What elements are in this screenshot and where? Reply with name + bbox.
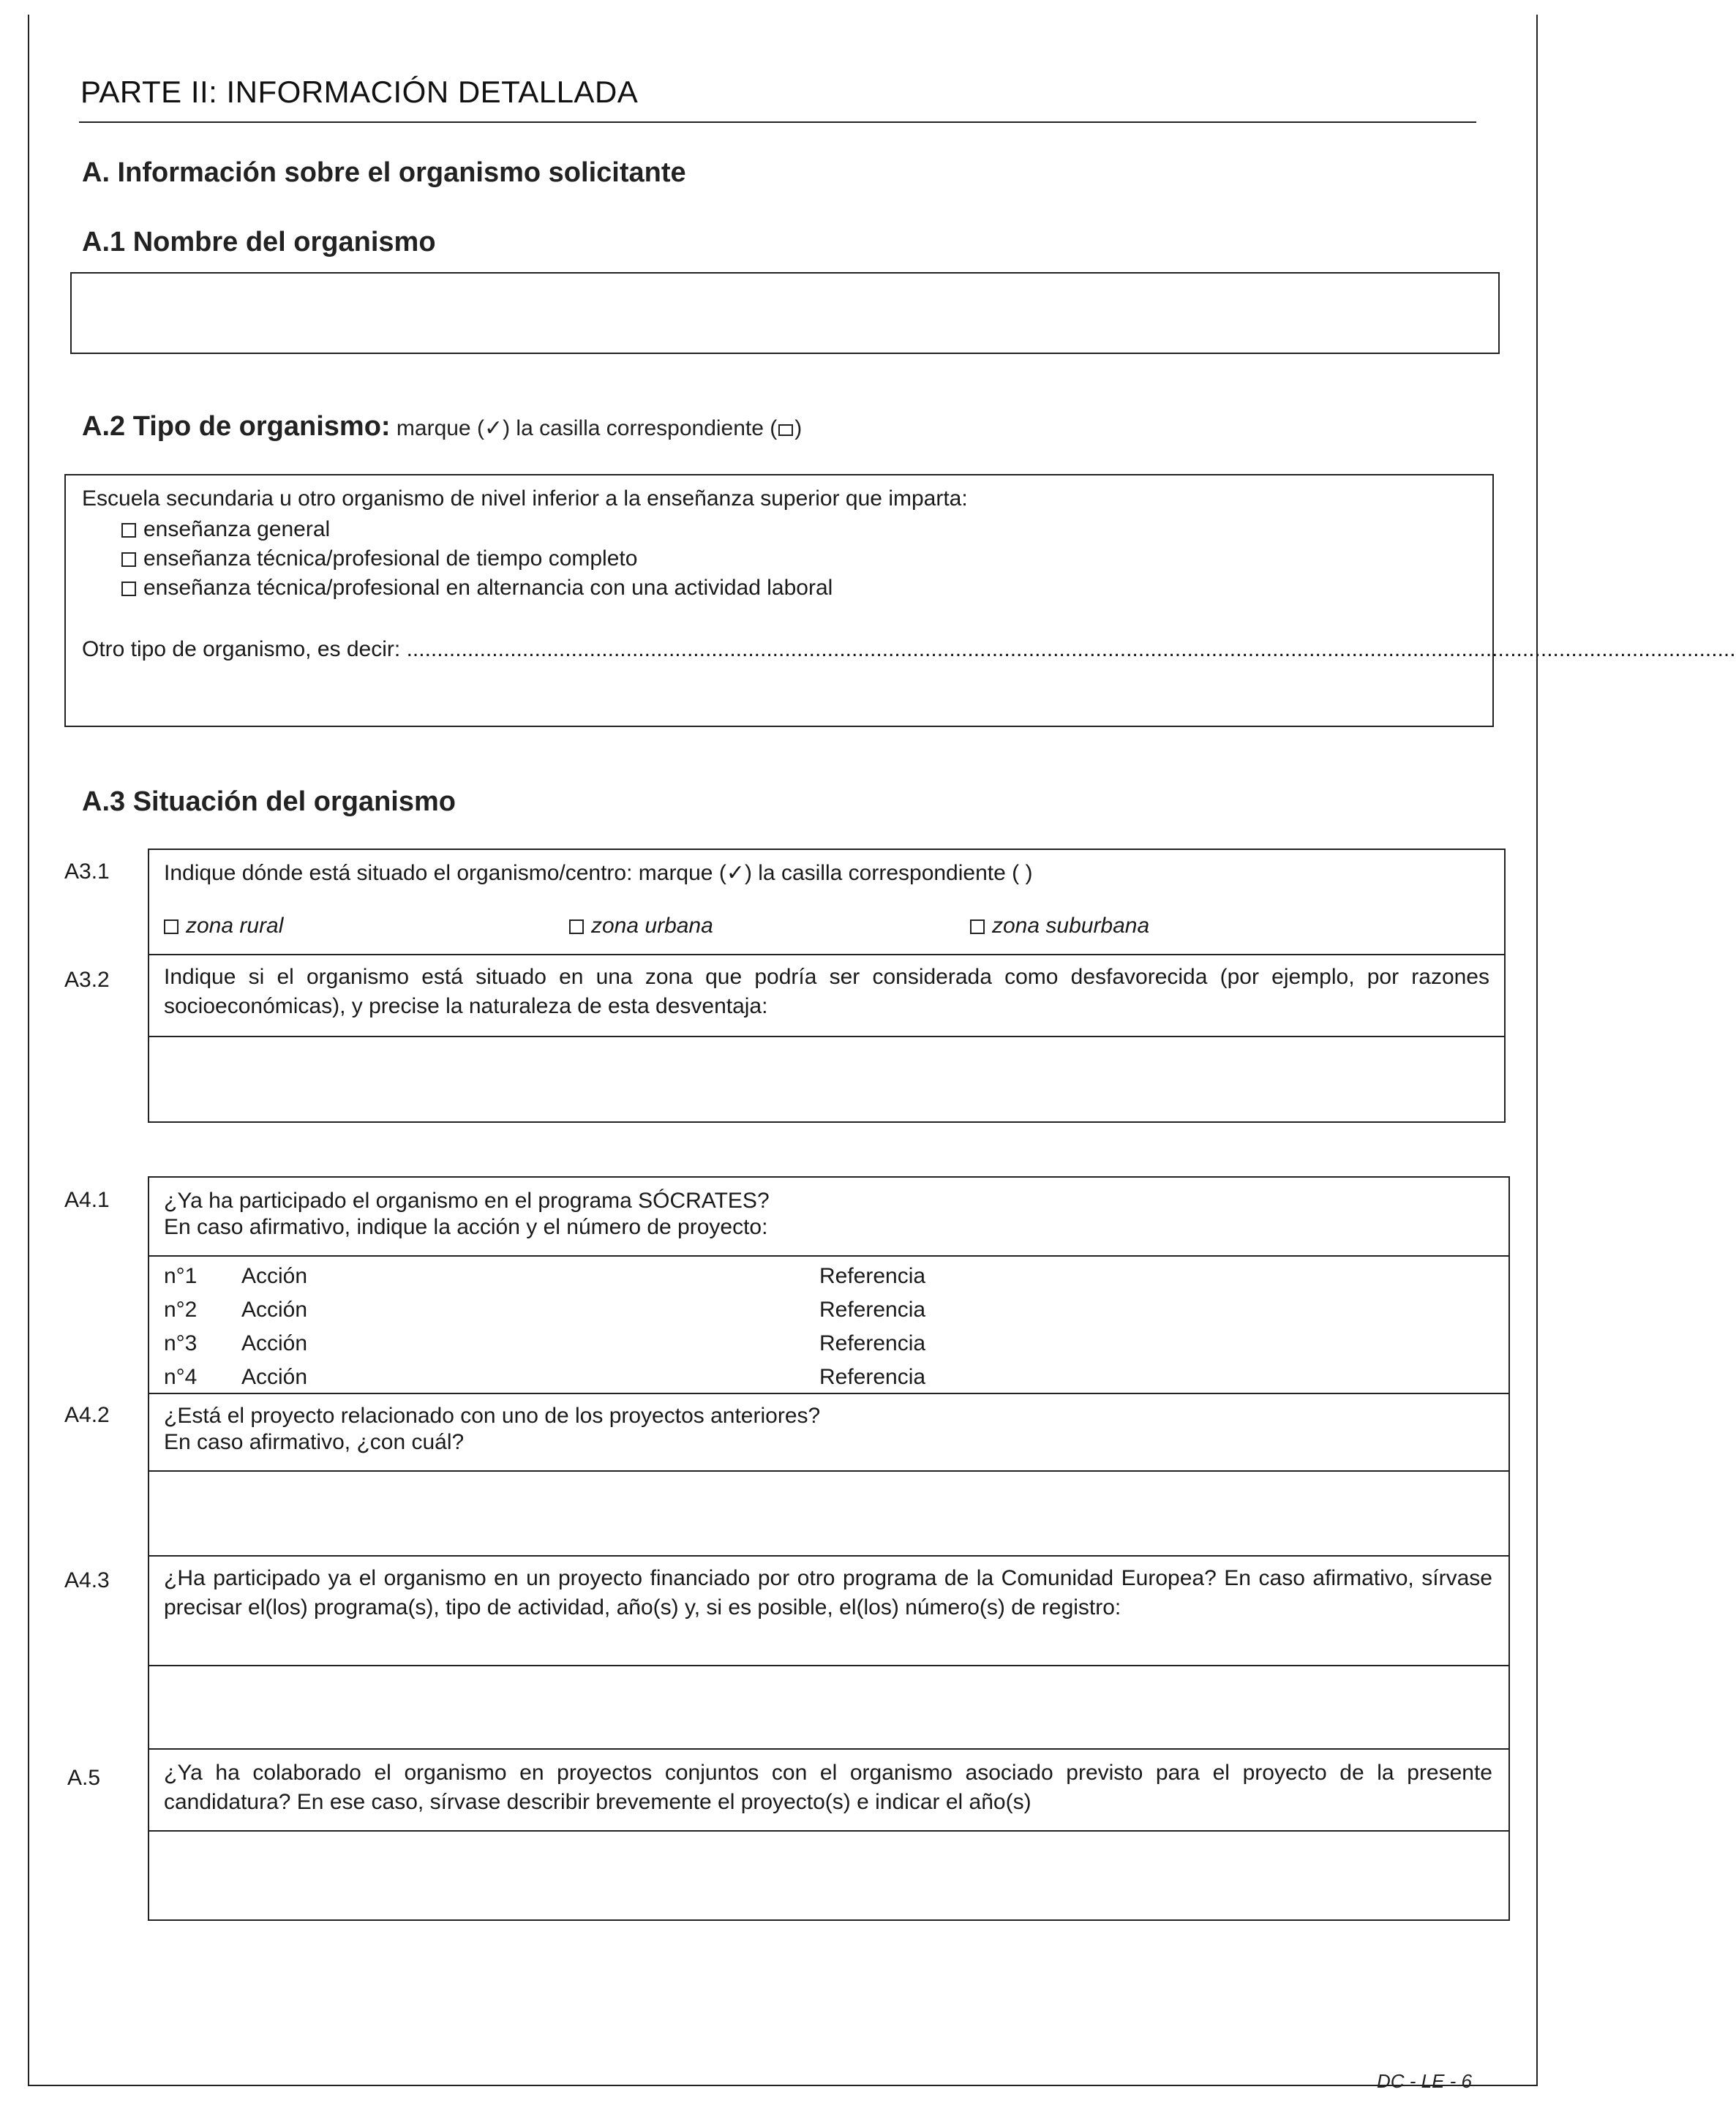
a2-instruction: marque (✓) la casilla correspondiente ( ) <box>390 416 803 440</box>
a1-heading: A.1 Nombre del organismo <box>82 227 436 257</box>
checkbox-icon <box>778 424 793 436</box>
table-row: n°1 <box>164 1264 198 1288</box>
section-a-heading: A. Información sobre el organismo solicitante <box>82 157 686 188</box>
divider <box>149 1748 1508 1750</box>
a42-label: A4.2 <box>64 1403 110 1427</box>
option-technical-fulltime[interactable]: enseñanza técnica/profesional de tiempo completo <box>121 544 637 573</box>
a42-question-line2: En caso afirmativo, ¿con cuál? <box>164 1430 465 1454</box>
a42-answer-field[interactable] <box>149 1472 1508 1555</box>
checkbox-zone-suburban[interactable] <box>970 919 985 934</box>
a5-label: A.5 <box>67 1766 101 1790</box>
option-general[interactable]: enseñanza general <box>121 515 330 544</box>
organism-type-box <box>64 474 1736 727</box>
a41-question-line1: ¿Ya ha participado el organismo en el programa SÓCRATES? <box>164 1189 770 1213</box>
a5-answer-field[interactable] <box>149 1832 1508 1919</box>
a32-answer-field[interactable] <box>149 1037 1504 1121</box>
checkbox-technical-alternance[interactable] <box>121 582 136 596</box>
a4-a5-table <box>148 1176 1510 1921</box>
option-technical-alternance[interactable]: enseñanza técnica/profesional en alternancia con una actividad laboral <box>121 573 833 603</box>
a41-label: A4.1 <box>64 1188 110 1212</box>
title-rule <box>79 121 1476 123</box>
a32-label: A3.2 <box>64 968 110 992</box>
table-row-accion: Acción <box>241 1365 308 1389</box>
table-row-accion: Acción <box>241 1331 308 1355</box>
table-row: n°2 <box>164 1298 198 1322</box>
a43-question: ¿Ha participado ya el organismo en un proyecto financiado por otro programa de la Comunidad Europea? En caso afirmativo, sírvase precisar el(los) programa(s), tipo de actividad, año(s) y, si es posible, el(los) número(s) de registro: <box>164 1566 1492 1619</box>
table-row: n°4 <box>164 1365 198 1389</box>
a31-question: Indique dónde está situado el organismo/centro: marque (✓) la casilla correspondiente ( ) <box>164 861 1033 885</box>
a32-question: Indique si el organismo está situado en una zona que podría ser considerada como desfavorecida (por ejemplo, por razones socioeconómicas), y precise la naturaleza de esta desventaja: <box>164 965 1489 1018</box>
divider <box>149 954 1504 955</box>
divider <box>149 1393 1508 1394</box>
checkbox-technical-fulltime[interactable] <box>121 552 136 567</box>
page-title: PARTE II: INFORMACIÓN DETALLADA <box>80 75 639 109</box>
table-row-referencia: Referencia <box>819 1365 926 1389</box>
zone-rural-option[interactable]: zona rural <box>164 911 283 941</box>
other-type-field[interactable]: .......................................................................................................................................................................................................................... <box>406 637 1736 661</box>
zone-suburban-option[interactable]: zona suburbana <box>970 911 1149 941</box>
table-row: n°3 <box>164 1331 198 1355</box>
a3-heading: A.3 Situación del organismo <box>82 786 456 817</box>
zone-urban-option[interactable]: zona urbana <box>569 911 713 941</box>
checkbox-zone-urban[interactable] <box>569 919 584 934</box>
table-row-referencia: Referencia <box>819 1264 926 1288</box>
page-code: DC - LE - 6 <box>1376 2070 1472 2092</box>
other-type-row <box>82 635 1736 664</box>
organism-name-value <box>72 274 1498 303</box>
table-row-accion: Acción <box>241 1264 308 1288</box>
a3-location-table <box>148 849 1506 1123</box>
organism-name-field[interactable] <box>70 272 1500 354</box>
a31-label: A3.1 <box>64 859 110 884</box>
a42-question-line1: ¿Está el proyecto relacionado con uno de los proyectos anteriores? <box>164 1404 821 1428</box>
checkbox-zone-rural[interactable] <box>164 919 179 934</box>
table-row-referencia: Referencia <box>819 1331 926 1355</box>
a2-title: A.2 Tipo de organismo: <box>82 411 391 442</box>
divider <box>149 1255 1508 1257</box>
divider <box>149 1555 1508 1557</box>
a2-heading <box>82 411 802 443</box>
a5-question: ¿Ya ha colaborado el organismo en proyectos conjuntos con el organismo asociado previsto para el proyecto de la presente candidatura? En ese caso, sírvase describir brevemente el proyecto(s) e indicar el año(s) <box>164 1761 1492 1814</box>
table-row-accion: Acción <box>241 1298 308 1322</box>
a41-question-line2: En caso afirmativo, indique la acción y el número de proyecto: <box>164 1215 768 1239</box>
organism-type-intro: Escuela secundaria u otro organismo de nivel inferior a la enseñanza superior que imparta: <box>82 486 968 511</box>
a43-label: A4.3 <box>64 1568 110 1592</box>
a43-answer-field[interactable] <box>149 1666 1508 1748</box>
other-type-label: Otro tipo de organismo, es decir: <box>82 637 401 661</box>
table-row-referencia: Referencia <box>819 1298 926 1322</box>
checkbox-general[interactable] <box>121 523 136 538</box>
